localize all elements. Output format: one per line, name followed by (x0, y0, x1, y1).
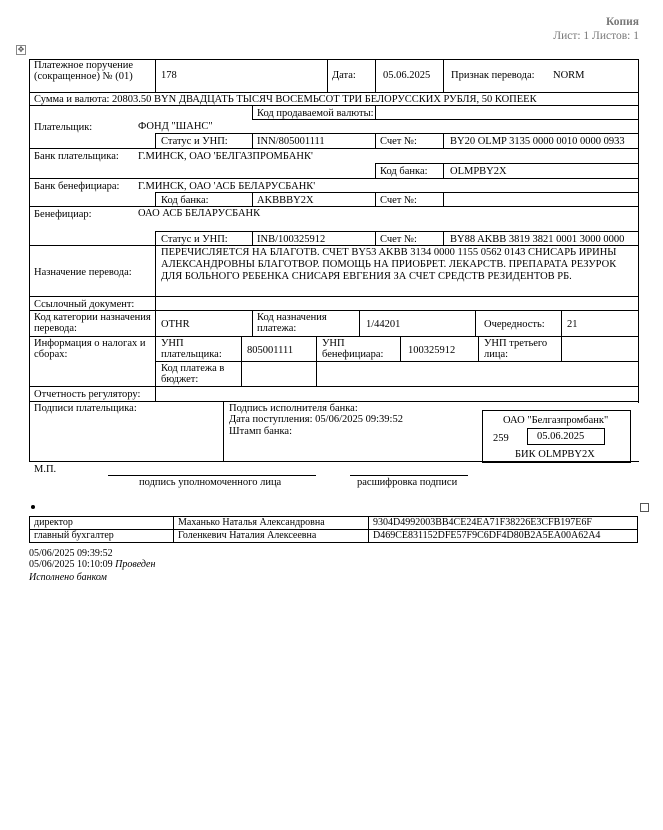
payer-account: BY20 OLMP 3135 0000 0010 0000 0933 (450, 136, 625, 147)
date-label: Дата: (332, 70, 356, 81)
benef-bank-account-label: Счет №: (380, 195, 417, 206)
payer-bank-code-label: Код банка: (380, 166, 428, 177)
benef-bank-name: Г.МИНСК, ОАО 'АСБ БЕЛАРУСБАНК' (138, 181, 316, 192)
log-line-1: 05/06/2025 09:39:52 (29, 548, 113, 559)
stamp-date-box (527, 428, 605, 445)
authorized-signature-caption: подпись уполномоченного лица (139, 477, 282, 488)
order-date: 05.06.2025 (383, 70, 431, 81)
stamp-bank-name: ОАО "Белгазпромбанк" (503, 415, 609, 426)
payer-signatures-label: Подписи плательщика: (34, 403, 137, 414)
purpose-label: Назначение перевода: (34, 267, 132, 278)
regulator-label: Отчетность регулятору: (34, 389, 141, 400)
transfer-sign: NORM (553, 70, 585, 81)
order-title: Платежное поручение (сокращенное) № (01) (34, 60, 134, 82)
bank-stamp-label: Штамп банка: (229, 426, 292, 437)
signer-name: Голенкевич Наталия Алексеевна (174, 530, 369, 543)
priority-value: 21 (567, 319, 578, 330)
signer-name: Маханько Наталья Александровна (174, 517, 369, 530)
budget-code-label: Код платежа в бюджет: (161, 363, 225, 385)
beneficiary-name: ОАО АСБ БЕЛАРУСБАНК (138, 208, 261, 219)
signer-hash: D469CE831152DFE57F9C6DF4D80B2A5EA00A62A4 (369, 530, 638, 543)
priority-label: Очередность: (484, 319, 545, 330)
stamp-bik: БИК OLMPBY2X (515, 449, 595, 460)
beneficiary-label: Бенефициар: (34, 209, 92, 220)
executor-signature-label: Подпись исполнителя банка: (229, 403, 358, 414)
third-unp-label: УНП третьего лица: (484, 338, 548, 360)
taxes-label: Информация о налогах и сборах: (34, 338, 146, 360)
copy-label: Копия (606, 16, 639, 28)
log-line-2 (29, 559, 155, 570)
purpose-code: 1/44201 (366, 319, 401, 330)
bank-stamp (482, 410, 631, 463)
benef-account: BY88 AKBB 3819 3821 0001 3000 0000 (450, 234, 625, 245)
reference-doc-label: Ссылочный документ: (34, 299, 135, 310)
signer-role: главный бухгалтер (30, 530, 174, 543)
payer-unp-label: УНП плательщика: (161, 338, 222, 360)
decoding-caption: расшифровка подписи (357, 477, 458, 488)
order-number: 178 (161, 70, 177, 81)
signer-role: директор (30, 517, 174, 530)
amount-line: Сумма и валюта: 20803.50 BYN ДВАДЦАТЬ ТЫСЯЧ ВОСЕМЬСОТ ТРИ БЕЛОРУССКИХ РУБЛЯ, 50 КОПЕЕК (34, 94, 537, 105)
table-row (30, 530, 638, 543)
payer-unp: 805001111 (247, 345, 294, 356)
benef-bank-code-label: Код банка: (161, 195, 209, 206)
payer-bank-label: Банк плательщика: (34, 151, 119, 162)
resize-handle-icon[interactable] (640, 503, 649, 512)
benef-bank-code: AKBBBY2X (257, 195, 314, 206)
log-time: 05/06/2025 10:10:09 (29, 559, 113, 570)
authorized-signature-line (108, 475, 316, 476)
log-status: Проведен (115, 559, 156, 570)
signer-hash: 9304D4992003BB4CE24EA71F38226E3CFB197E6F (369, 517, 638, 530)
signers-table (29, 516, 638, 543)
stamp-number: 259 (493, 433, 509, 444)
bullet-marker (31, 505, 35, 509)
payer-bank-name: Г.МИНСК, ОАО 'БЕЛГАЗПРОМБАНК' (138, 151, 313, 162)
log-line-3: Исполнено банком (29, 572, 107, 583)
payer-bank-code: OLMPBY2X (450, 166, 507, 177)
decoding-line (350, 475, 468, 476)
payer-name: ФОНД "ШАНС" (138, 121, 213, 132)
sold-currency-label: Код продаваемой валюты: (257, 108, 374, 119)
move-handle-icon[interactable]: ✥ (17, 45, 25, 54)
table-row (30, 517, 638, 530)
category-label: Код категории назначения перевода: (34, 312, 151, 334)
benef-status-value: INB/100325912 (257, 234, 326, 245)
transfer-sign-label: Признак перевода: (451, 70, 535, 81)
benef-bank-label: Банк бенефициара: (34, 181, 120, 192)
payer-label: Плательщик: (34, 122, 93, 133)
sheets-label: Лист: 1 Листов: 1 (553, 30, 639, 42)
payer-status-value: INN/805001111 (257, 136, 325, 147)
category-value: OTHR (161, 319, 190, 330)
mp-label: М.П. (34, 464, 57, 475)
purpose-code-label: Код назначения платежа: (257, 312, 327, 334)
benef-account-label: Счет №: (380, 234, 417, 245)
purpose-text: ПЕРЕЧИСЛЯЕТСЯ НА БЛАГОТВ. СЧЕТ BY53 AKBB 3134 0000 1155 0562 0143 СНИСАРЬ ИРИНЫ АЛЕКСАНДРОВНЫ БЛАГОТВОР. ПОМОЩЬ НА ПРИОБРЕТ. ЛЕКАРСТВ. ПРЕПАРАТА РЕЗУРОК ДЛЯ БОЛЬНОГО РЕБЕНКА СНИСАРЯ ЕВГЕНИЯ ЗА СЧЕТ СРЕДСТВ РЕЗИДЕНТОВ РБ. (161, 247, 617, 282)
stamp-date: 05.06.2025 (537, 431, 585, 442)
payer-status-label: Статус и УНП: (161, 136, 228, 147)
benef-unp-label: УНП бенефициара: (322, 338, 384, 360)
benef-unp: 100325912 (408, 345, 456, 356)
payer-account-label: Счет №: (380, 136, 417, 147)
benef-status-label: Статус и УНП: (161, 234, 228, 245)
receipt-date: Дата поступления: 05/06/2025 09:39:52 (229, 414, 403, 425)
